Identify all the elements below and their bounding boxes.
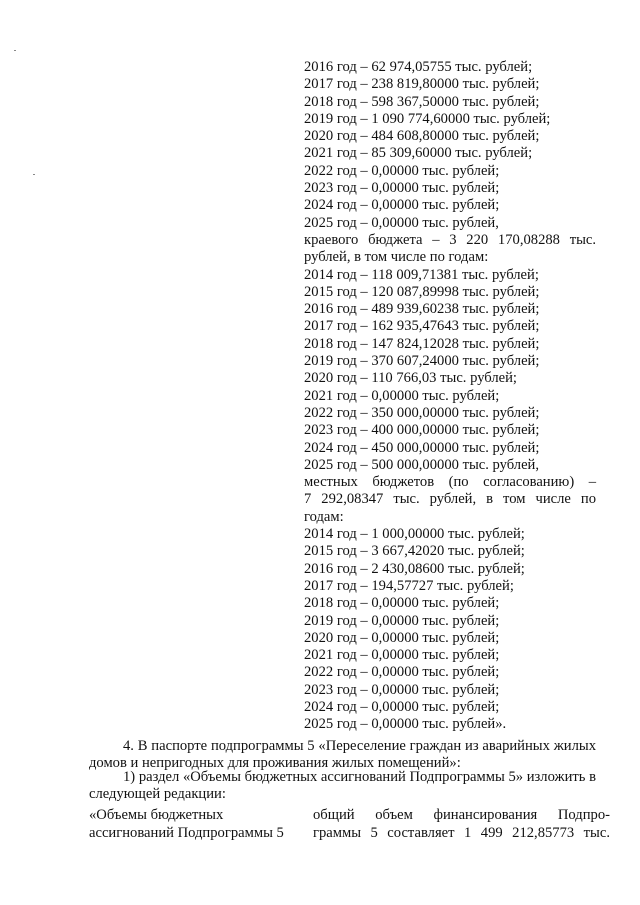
funding-year-line: 2016 год – 62 974,05755 тыс. рублей; bbox=[304, 59, 533, 75]
local-budget-header: местных бюджетов (по согласованию) – bbox=[304, 474, 596, 491]
funding-year-line: 2016 год – 2 430,08600 тыс. рублей; bbox=[304, 560, 525, 577]
funding-year-line: 2016 год – 489 939,60238 тыс. рублей; bbox=[304, 301, 540, 318]
table-right-line-1: общий объем финансирования Подпро- bbox=[313, 807, 610, 823]
funding-year-line: 2020 год – 484 608,80000 тыс. рублей; bbox=[304, 128, 540, 145]
funding-year-line: 2019 год – 1 090 774,60000 тыс. рублей; bbox=[304, 110, 551, 127]
local-budget-header-cont: 7 292,08347 тыс. рублей, в том числе по bbox=[304, 491, 596, 508]
funding-year-line: 2025 год – 0,00000 тыс. рублей, bbox=[304, 214, 499, 231]
funding-year-line: 2025 год – 0,00000 тыс. рублей». bbox=[304, 716, 507, 733]
table-right-cell bbox=[313, 807, 610, 842]
table-right-line-2: граммы 5 составляет 1 499 212,85773 тыс. bbox=[313, 824, 610, 841]
local-year-list bbox=[304, 526, 596, 734]
funding-year-line: 2023 год – 400 000,00000 тыс. рублей; bbox=[304, 422, 540, 439]
funding-year-line: 2017 год – 194,57727 тыс. рублей; bbox=[304, 577, 514, 594]
funding-year-line: 2021 год – 85 309,60000 тыс. рублей; bbox=[304, 145, 533, 162]
funding-year-line: 2018 год – 0,00000 тыс. рублей; bbox=[304, 595, 500, 612]
funding-year-line: 2015 год – 120 087,89998 тыс. рублей; bbox=[304, 283, 540, 300]
item-4-paragraph: 4. В паспорте подпрограммы 5 «Переселение граждан из аварийных жилых домов и непригодных для проживания жилых помещений»: bbox=[89, 738, 596, 771]
funding-year-line: 2024 год – 0,00000 тыс. рублей; bbox=[304, 698, 500, 715]
table-left-line-2: ассигнований Подпрограммы 5 bbox=[89, 824, 284, 841]
regional-budget-header: краевого бюджета – 3 220 170,08288 тыс. bbox=[304, 231, 596, 248]
funding-year-line: 2022 год – 350 000,00000 тыс. рублей; bbox=[304, 404, 540, 421]
funding-year-line: 2022 год – 0,00000 тыс. рублей; bbox=[304, 664, 500, 681]
scan-speck bbox=[33, 174, 35, 175]
table-left-cell bbox=[89, 807, 294, 842]
funding-year-line: 2015 год – 3 667,42020 тыс. рублей; bbox=[304, 543, 525, 560]
funding-year-line: 2018 год – 598 367,50000 тыс. рублей; bbox=[304, 93, 540, 110]
funding-year-line: 2024 год – 0,00000 тыс. рублей; bbox=[304, 197, 500, 214]
funding-year-line: 2025 год – 500 000,00000 тыс. рублей, bbox=[304, 456, 540, 473]
funding-year-line: 2023 год – 0,00000 тыс. рублей; bbox=[304, 681, 500, 698]
scan-speck bbox=[14, 50, 16, 51]
local-budget-header-end: годам: bbox=[304, 508, 344, 525]
funding-year-line: 2024 год – 450 000,00000 тыс. рублей; bbox=[304, 439, 540, 456]
federal-year-list bbox=[304, 59, 596, 232]
funding-year-line: 2019 год – 0,00000 тыс. рублей; bbox=[304, 612, 500, 629]
funding-year-line: 2017 год – 238 819,80000 тыс. рублей; bbox=[304, 76, 540, 93]
funding-year-line: 2019 год – 370 607,24000 тыс. рублей; bbox=[304, 353, 540, 370]
item-4-subitem-1: 1) раздел «Объемы бюджетных ассигнований Подпрограммы 5» изложить в следующей редакции: bbox=[89, 769, 596, 802]
funding-column bbox=[304, 59, 596, 734]
funding-year-line: 2021 год – 0,00000 тыс. рублей; bbox=[304, 387, 500, 404]
funding-year-line: 2023 год – 0,00000 тыс. рублей; bbox=[304, 180, 500, 197]
funding-year-line: 2014 год – 118 009,71381 тыс. рублей; bbox=[304, 266, 539, 283]
table-left-line-1: «Объемы бюджетных bbox=[89, 807, 224, 823]
funding-year-line: 2021 год – 0,00000 тыс. рублей; bbox=[304, 647, 500, 664]
funding-year-line: 2020 год – 0,00000 тыс. рублей; bbox=[304, 629, 500, 646]
funding-year-line: 2014 год – 1 000,00000 тыс. рублей; bbox=[304, 526, 525, 543]
funding-year-line: 2022 год – 0,00000 тыс. рублей; bbox=[304, 162, 500, 179]
regional-year-list bbox=[304, 267, 596, 475]
funding-year-line: 2017 год – 162 935,47643 тыс. рублей; bbox=[304, 318, 540, 335]
funding-year-line: 2020 год – 110 766,03 тыс. рублей; bbox=[304, 370, 517, 387]
regional-budget-header-cont: рублей, в том числе по годам: bbox=[304, 249, 489, 266]
funding-year-line: 2018 год – 147 824,12028 тыс. рублей; bbox=[304, 335, 540, 352]
